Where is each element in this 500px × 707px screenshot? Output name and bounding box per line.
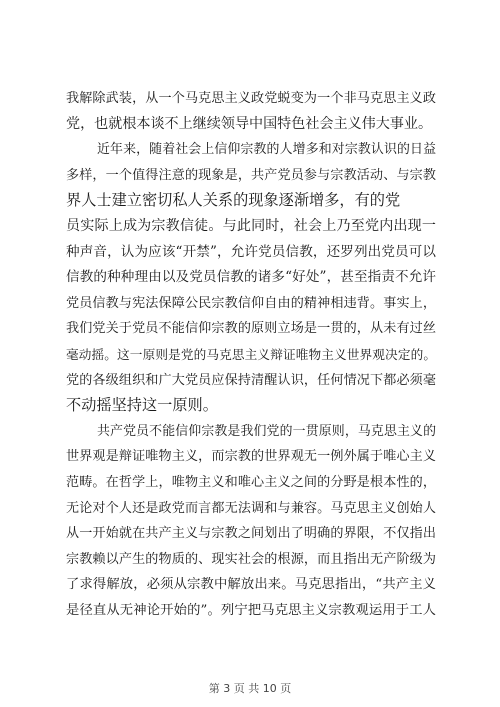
text-line: 宗教赖以产生的物质的、现实社会的根源，而且指出无产阶级为 <box>66 551 436 567</box>
document-body <box>66 86 436 623</box>
text-line: 多样，一个值得注意的现象是，共产党员参与宗教活动、与宗教 <box>66 167 436 183</box>
text-line: 世界观是辩证唯物主义，而宗教的世界观无一例外属于唯心主义 <box>66 449 436 465</box>
text-line: 范畴。在哲学上，唯物主义和唯心主义之间的分野是根本性的， <box>66 474 436 490</box>
text-line: 界人士建立密切私人关系的现象逐渐增多，有的党 <box>66 191 401 210</box>
text-line: 我们党关于党员不能信仰宗教的原则立场是一贯的，从未有过丝 <box>66 321 436 337</box>
text-line: 党的各级组织和广大党员应保持清醒认识，任何情况下都必须毫 <box>66 372 436 388</box>
text-line: 了求得解放，必须从宗教中解放出来。马克思指出，“共产主义 <box>66 577 436 593</box>
text-line: 是径直从无神论开始的”。列宁把马克思主义宗教观运用于工人 <box>66 602 436 618</box>
text-line: 毫动摇。这一原则是党的马克思主义辩证唯物主义世界观决定的。 <box>66 346 436 362</box>
page-footer: 第 3 页 共 10 页 <box>208 682 292 695</box>
text-line: 无论对个人还是政党而言都无法调和与兼容。马克思主义创始人 <box>66 500 436 516</box>
text-line: 党，也就根本谈不上继续领导中国特色社会主义伟大事业。 <box>66 115 433 132</box>
text-line: 共产党员不能信仰宗教是我们党的一贯原则，马克思主义的 <box>97 423 436 439</box>
text-line: 从一开始就在共产主义与宗教之间划出了明确的界限，不仅指出 <box>66 526 436 542</box>
paragraph-2 <box>66 137 436 419</box>
text-line: 信教的种种理由以及党员信教的诸多“好处”，甚至指责不允许 <box>66 269 436 286</box>
text-line: 我解除武装，从一个马克思主义政党蜕变为一个非马克思主义政 <box>66 91 436 106</box>
text-line: 党员信教与宪法保障公民宗教信仰自由的精神相违背。事实上， <box>66 295 436 311</box>
paragraph-3 <box>66 419 436 624</box>
text-line: 员实际上成为宗教信徒。与此同时，社会上乃至党内出现一 <box>66 217 436 234</box>
text-line: 不动摇坚持这一原则。 <box>66 396 218 415</box>
paragraph-1 <box>66 86 436 137</box>
text-line: 近年来，随着社会上信仰宗教的人增多和对宗教认识的日益 <box>97 142 436 158</box>
text-line: 种声音，认为应该“开禁”，允许党员信教，还罗列出党员可以 <box>66 243 436 260</box>
